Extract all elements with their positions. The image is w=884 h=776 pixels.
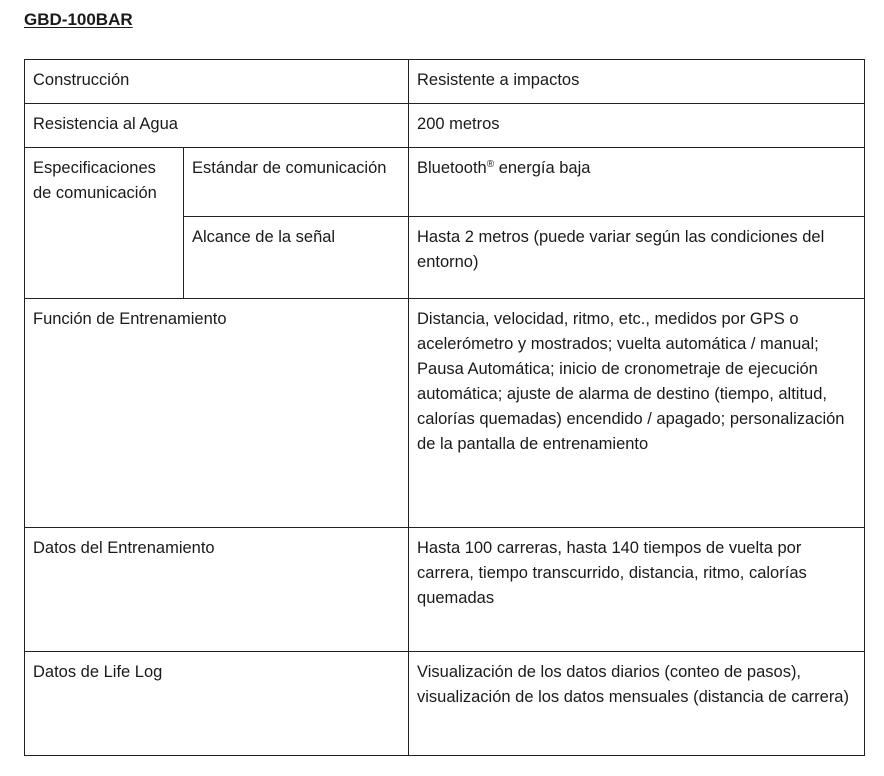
table-row [25, 148, 865, 217]
table-row [25, 528, 865, 652]
spec-label: Función de Entrenamiento [25, 299, 409, 528]
spec-value: 200 metros [409, 104, 865, 148]
spec-label: Datos del Entrenamiento [25, 528, 409, 652]
spec-value: Distancia, velocidad, ritmo, etc., medidos por GPS o acelerómetro y mostrados; vuelta automática / manual; Pausa Automática; inicio de cronometraje de ejecución automática; ajuste de alarma de destino (tiempo, altitud, calorías quemadas) encendido / apagado; personalización de la pantalla de entrenamiento [409, 299, 865, 528]
spec-value: Hasta 2 metros (puede variar según las condiciones del entorno) [409, 217, 865, 299]
table-row [25, 299, 865, 528]
spec-label: Datos de Life Log [25, 652, 409, 756]
spec-value: Resistente a impactos [409, 60, 865, 104]
spec-sublabel: Estándar de comunicación [184, 148, 409, 217]
table-row [25, 104, 865, 148]
table-row [25, 60, 865, 104]
bluetooth-suffix: energía baja [494, 159, 591, 177]
bluetooth-text: Bluetooth [417, 159, 487, 177]
spec-sublabel: Alcance de la señal [184, 217, 409, 299]
registered-mark: ® [486, 159, 495, 170]
spec-label: Especificaciones de comunicación [25, 148, 184, 299]
spec-value: Hasta 100 carreras, hasta 140 tiempos de vuelta por carrera, tiempo transcurrido, distancia, ritmo, calorías quemadas [409, 528, 865, 652]
spec-table [24, 59, 865, 756]
document-title: GBD-100BAR [24, 10, 133, 29]
spec-value [409, 148, 865, 217]
spec-value: Visualización de los datos diarios (conteo de pasos), visualización de los datos mensuales (distancia de carrera) [409, 652, 865, 756]
spec-label: Construcción [25, 60, 409, 104]
spec-label: Resistencia al Agua [25, 104, 409, 148]
table-row [25, 652, 865, 756]
